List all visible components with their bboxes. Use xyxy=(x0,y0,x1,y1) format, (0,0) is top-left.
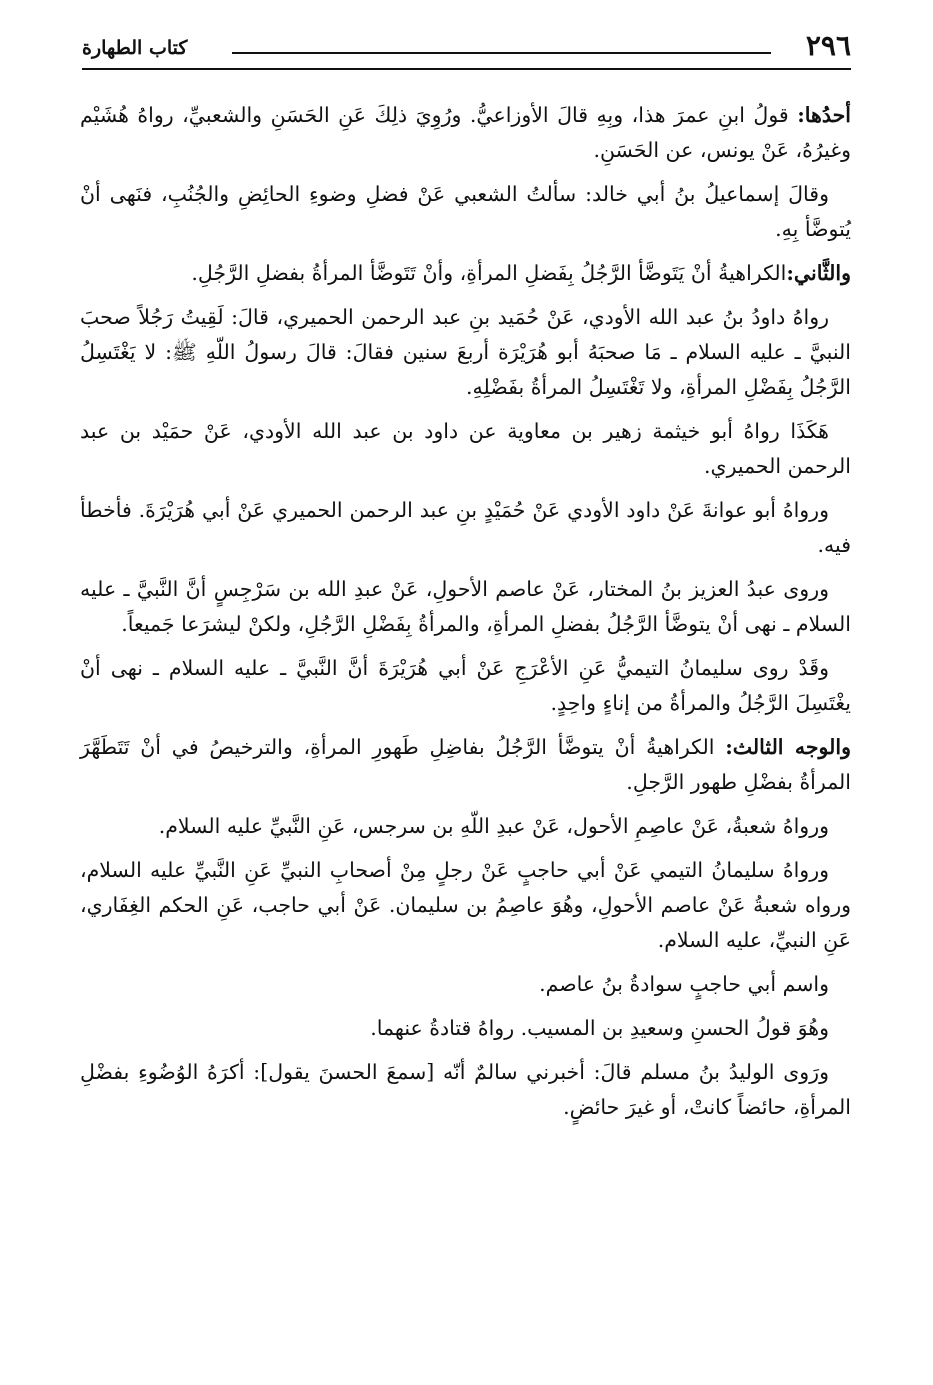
paragraph-text: ورواهُ سليمانُ التيمي عَنْ أبي حاجبٍ عَنْ رجلٍ مِنْ أصحابِ النبيِّ عَنِ النَّبيِّ عليه السلام، ورواه شعبةُ عَنْ عاصم الأحولِ، وهُوَ عاصِمُ بن سليمان. عَنْ أبي حاجب، عَنِ الحكم الغِفَاري، عَنِ النبيِّ، عليه السلام. xyxy=(80,858,851,952)
paragraph xyxy=(80,1011,851,1046)
paragraph-text: ورواهُ شعبةُ، عَنْ عاصِمِ الأحول، عَنْ عبدِ اللّهِ بن سرجس، عَنِ النَّبيِّ عليه السلام. xyxy=(158,814,829,838)
paragraph xyxy=(80,256,851,291)
running-title: كتاب الطهارة xyxy=(82,37,188,59)
paragraph-text: الكراهيةُ أنْ يَتَوضَّأ الرَّجُلُ بِفَضلِ المرأةِ، وأنْ تَتَوضَّأ المرأةُ بفضلِ الرَّجُلِ. xyxy=(191,261,787,285)
paragraph xyxy=(80,967,851,1002)
paragraph-lead: والوجه الثالث: xyxy=(725,735,851,759)
paragraph-text: وروى عبدُ العزيز بنُ المختار، عَنْ عاصم الأحولِ، عَنْ عبدِ الله بن سَرْجِسٍ أنَّ النَّبيَّ ـ عليه السلام ـ نهى أنْ يتوضَّأ الرَّجُلُ بفضلِ المرأةِ، والمرأةُ بِفَضْلِ الرَّجُلِ، ولكنْ ليشرَعا جَميعاً. xyxy=(80,577,851,636)
paragraph-text: وقالَ إسماعيلُ بنُ أبي خالد: سألتُ الشعبي عَنْ فضلِ وضوءِ الحائِضِ والجُنُبِ، فنَهى أنْ يُتوضَّأ بِهِ. xyxy=(80,182,851,241)
paragraph xyxy=(80,414,851,484)
paragraph xyxy=(80,572,851,642)
header-rule xyxy=(232,52,771,54)
paragraph-text: هَكَذَا رواهُ أبو خيثمة زهير بن معاوية عن داود بن عبد الله الأودي، عَنْ حمَيْد بن عبد الرحمن الحميري. xyxy=(80,419,851,478)
paragraph xyxy=(80,493,851,563)
paragraph xyxy=(80,98,851,168)
paragraph-text: ورواهُ أبو عوانةَ عَنْ داود الأودي عَنْ حُمَيْدٍ بنِ عبد الرحمن الحميري عَنْ أبي هُرَيْرَةَ. فأخطأ فيه. xyxy=(80,498,851,557)
paragraph xyxy=(80,651,851,721)
page-number: ٢٩٦ xyxy=(805,29,851,62)
paragraph xyxy=(80,730,851,800)
paragraph-text: رواهُ داودُ بنُ عبد الله الأودي، عَنْ حُمَيد بنِ عبد الرحمن الحميري، قالَ: لَقِيتُ رَجُلاً صحبَ النبيَّ ـ عليه السلام ـ مَا صحبَهُ أبو هُرَيْرَة أربعَ سنين فقالَ: قالَ رسولُ اللّهِ ﷺ: لا يَغْتَسِلُ الرَّجُلُ بِفَضْلِ المرأةِ، ولا تَغْتَسِلُ المرأةُ بفَضْلِهِ. xyxy=(80,305,851,399)
paragraph xyxy=(80,300,851,405)
page-header xyxy=(82,28,851,70)
page-body xyxy=(80,98,851,1134)
paragraph-text: وهُوَ قولُ الحسنِ وسعيدِ بن المسيب. رواهُ قتادةُ عنهما. xyxy=(370,1016,829,1040)
paragraph-text: وقَدْ روى سليمانُ التيميُّ عَنِ الأعْرَجِ عَنْ أبي هُرَيْرَةَ أنَّ النَّبيَّ ـ عليه السلام ـ نهى أنْ يغْتَسِلَ الرَّجُلُ والمرأةُ من إناءٍ واحِدٍ. xyxy=(80,656,851,715)
paragraph-lead: والثَّاني: xyxy=(786,261,851,285)
paragraph-lead: أحدُها: xyxy=(797,103,851,127)
paragraph-text: واسم أبي حاجبٍ سوادةُ بنُ عاصم. xyxy=(539,972,829,996)
paragraph-text: قولُ ابنِ عمرَ هذا، وبِهِ قالَ الأوزاعيُّ. ورُوِيَ ذلِكَ عَنِ الحَسَنِ والشعبيِّ، رواهُ هُشَيْم وغيرُهُ، عَنْ يونس، عن الحَسَنِ. xyxy=(80,103,851,162)
paragraph xyxy=(80,809,851,844)
paragraph xyxy=(80,177,851,247)
paragraph xyxy=(80,853,851,958)
paragraph-text: الكراهيةُ أنْ يتوضَّأ الرَّجُلُ بفاضِلِ طَهورِ المرأةِ، والترخيصُ في أنْ تَتَطَهَّرَ المرأةُ بفضْلِ طهور الرَّجلِ. xyxy=(80,735,851,794)
paragraph-text: ورَوى الوليدُ بنُ مسلم قالَ: أخبرني سالمٌ أنّه [سمعَ الحسنَ يقول]: أكرَهُ الوُضُوءِ بفضْلِ المرأةِ، حائضاً كانتْ، أو غيرَ حائضٍ. xyxy=(80,1060,851,1119)
paragraph xyxy=(80,1055,851,1125)
